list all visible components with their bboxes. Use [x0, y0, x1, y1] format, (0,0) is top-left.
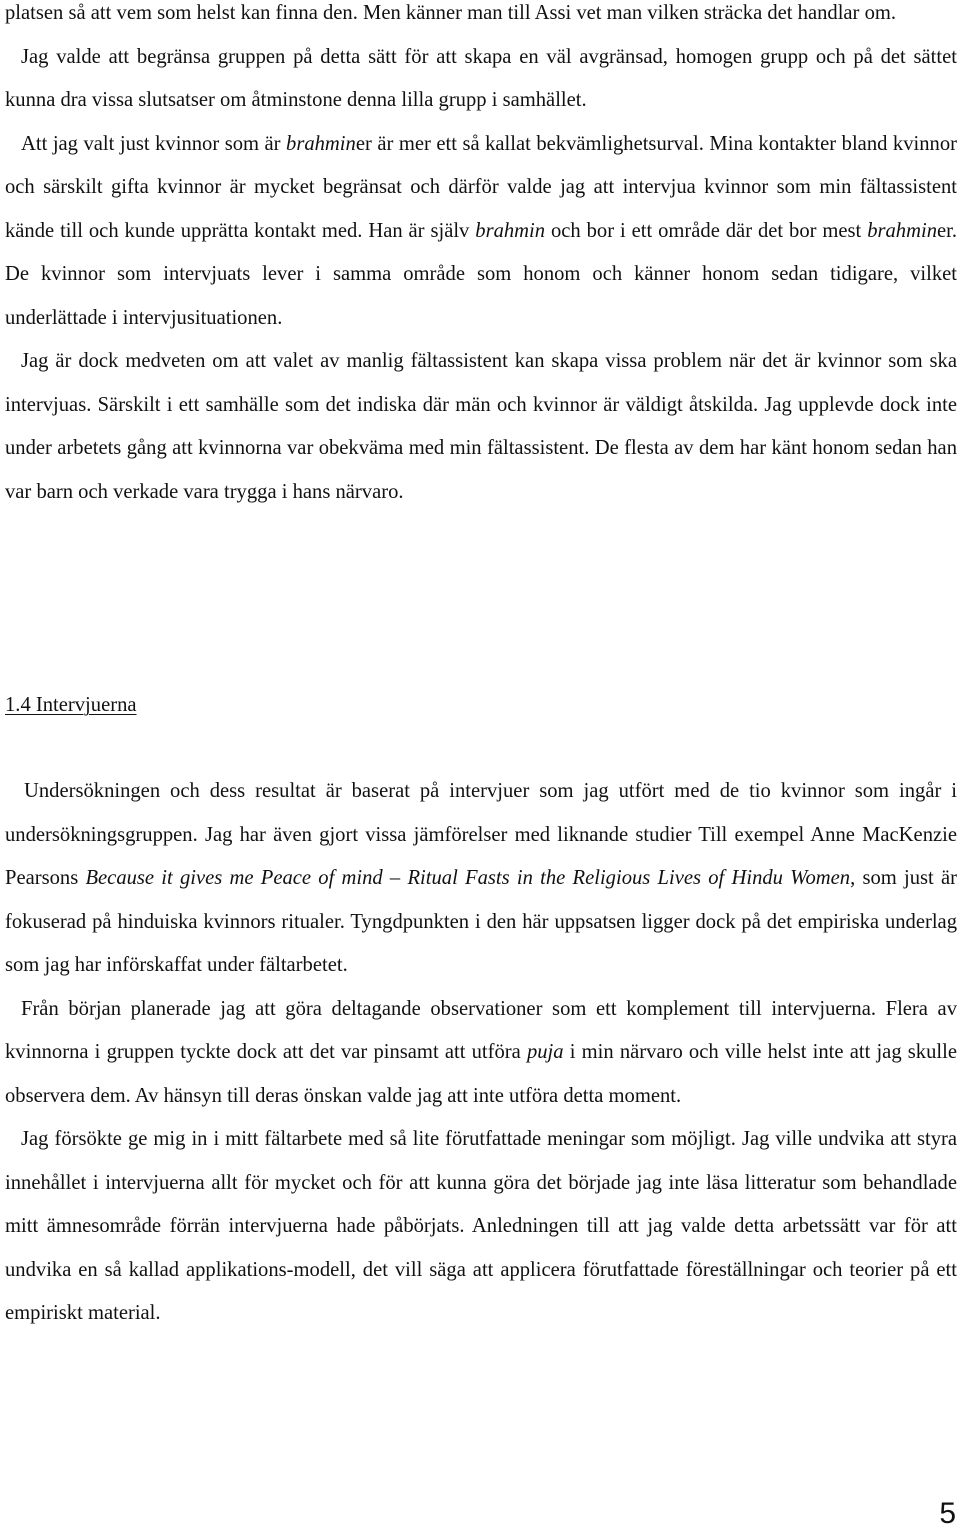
paragraph-method: Jag försökte ge mig in i mitt fältarbete med så lite förutfattade meningar som möjligt. Jag ville undvika att styra innehållet i intervjuerna allt för mycket och för att kunna göra det började jag inte läsa litteratur som behandlade mitt ämnesområde förrän intervjuerna hade påbörjats. Anledningen till att jag valde detta arbetssätt var för att undvika en så kallad applikations-modell, det vill säga att applicera förutfattade föreställningar och teorier på ett empiriskt material.: [5, 1128, 957, 1324]
paragraph-group-selection: Jag valde att begränsa gruppen på detta sätt för att skapa en väl avgränsad, homogen grupp och på det sättet kunna dra vissa slutsatser om åtminstone denna lilla grupp i samhället.: [5, 45, 957, 111]
term-brahmin: brahmin: [475, 219, 546, 242]
term-brahmin: brahmin: [867, 219, 937, 242]
term-brahmin: brahmin: [286, 132, 356, 155]
term-puja: puja: [526, 1041, 564, 1063]
page-number: 5: [939, 1497, 956, 1530]
paragraph-interviews-basis: Undersökningen och dess resultat är baserat på intervjuer som jag utfört med de tio kvinnor som ingår i undersökningsgruppen. Jag har även gjort vissa jämförelser med liknande studier Till exempel Anne MacKenzie Pearsons Because it gives me Peace of mind – Ritual Fasts in the Religious Lives of Hindu Women, som just är fokuserad på hinduiska kvinnors ritualer. Tyngdpunkten i den här uppsatsen ligger dock på det empiriska underlag som jag har införskaffat under fältarbetet.: [5, 780, 957, 976]
book-title: Because it gives me Peace of mind – Ritual Fasts in the Religious Lives of Hindu Women: [85, 867, 851, 889]
paragraph-continuation: platsen så att vem som helst kan finna den. Men känner man till Assi vet man vilken sträcka det handlar om.: [5, 2, 897, 24]
text-block-lower: [5, 770, 957, 1336]
section-heading: 1.4 Intervjuerna: [5, 694, 137, 716]
paragraph-observations: Från början planerade jag att göra deltagande observationer som ett komplement till intervjuerna. Flera av kvinnorna i gruppen tyckte dock att det var pinsamt att utföra puja i min närvaro och ville helst inte att jag skulle observera dem. Av hänsyn till deras önskan valde jag att inte utföra detta moment.: [5, 997, 957, 1107]
paragraph-male-assistant: Jag är dock medveten om att valet av manlig fältassistent kan skapa vissa problem när det är kvinnor som ska intervjuas. Särskilt i ett samhälle som det indiska där män och kvinnor är väldigt åtskilda. Jag upplevde dock inte under arbetets gång att kvinnorna var obekväma med min fältassistent. De flesta av dem har känt honom sedan han var barn och verkade vara trygga i hans närvaro.: [5, 350, 957, 503]
text-block-upper: [5, 0, 957, 514]
paragraph-convenience-sample: Att jag valt just kvinnor som är brahminer är mer ett så kallat bekvämlighetsurval. Mina kontakter bland kvinnor och särskilt gifta kvinnor är mycket begränsat och därför valde jag att intervjua kvinnor som min fältassistent kände till och kunde upprätta kontakt med. Han är själv brahmin och bor i ett område där det bor mest brahminer. De kvinnor som intervjuats lever i samma område som honom och känner honom sedan tidigare, vilket underlättade i intervjusituationen.: [5, 132, 958, 329]
